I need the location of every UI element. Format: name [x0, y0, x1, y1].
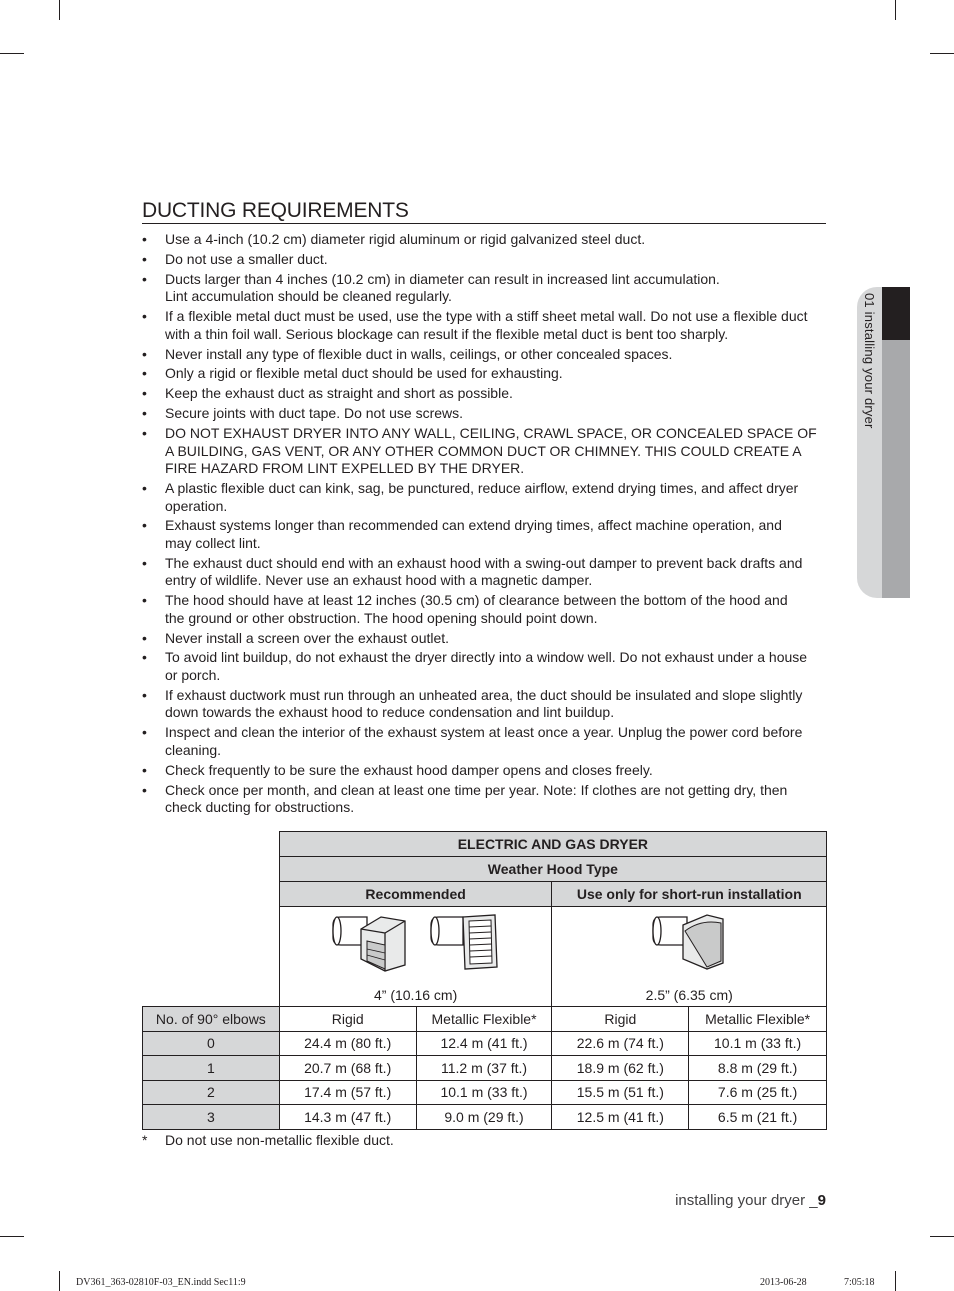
footnote-symbol: * — [142, 1132, 148, 1148]
section-title: DUCTING REQUIREMENTS — [142, 199, 826, 224]
grille-hood-icon — [429, 911, 501, 973]
crop-mark — [895, 1271, 896, 1291]
table-cell: 10.1 m (33 ft.) — [416, 1080, 552, 1105]
crop-mark — [930, 53, 954, 54]
table-cell: 12.5 m (41 ft.) — [552, 1105, 689, 1130]
list-item-line: Lint accumulation should be cleaned regularly. — [165, 288, 452, 305]
list-item-line: Exhaust systems longer than recommended can extend drying times, affect machine operation, and — [165, 517, 782, 534]
table-header-sub: Weather Hood Type — [279, 857, 826, 882]
list-item-line: Inspect and clean the interior of the exhaust system at least once a year. Unplug the power cord before — [165, 724, 803, 741]
table-header-main: ELECTRIC AND GAS DRYER — [279, 832, 826, 857]
list-item — [142, 425, 827, 478]
crop-mark — [0, 53, 24, 54]
list-item-line: Never install any type of flexible duct in walls, ceilings, or other concealed spaces. — [165, 345, 673, 362]
list-item — [142, 346, 827, 364]
list-item-line: with a thin foil wall. Serious blockage can result if the flexible metal duct is bent too sharply. — [165, 325, 729, 342]
chapter-tab-label: 01 installing your dryer — [862, 293, 877, 429]
table-cell: 10.1 m (33 ft.) — [689, 1031, 827, 1056]
table-cell: 7.6 m (25 ft.) — [689, 1080, 827, 1105]
crop-mark — [895, 0, 896, 20]
table-cell: 11.2 m (37 ft.) — [416, 1056, 552, 1081]
slug-file: DV361_363-02810F-03_EN.indd Sec11:9 — [76, 1277, 246, 1288]
list-item-line: Check frequently to be sure the exhaust hood damper opens and closes freely. — [165, 761, 653, 778]
requirements-list — [142, 231, 827, 819]
bullet-dot: • — [142, 629, 147, 646]
bullet-dot: • — [142, 517, 147, 534]
subheader-cell: Rigid — [552, 1007, 689, 1032]
table-cell: 6.5 m (21 ft.) — [689, 1105, 827, 1130]
subheader-cell: Rigid — [279, 1007, 416, 1032]
table-corner — [143, 832, 280, 1007]
bullet-dot: • — [142, 405, 147, 422]
bullet-dot: • — [142, 781, 147, 798]
list-item-line: Only a rigid or flexible metal duct should be used for exhausting. — [165, 365, 563, 382]
list-item — [142, 251, 827, 269]
list-item-line: The exhaust duct should end with an exhaust hood with a swing-out damper to prevent back drafts and — [165, 554, 803, 571]
list-item-line: Secure joints with duct tape. Do not use screws. — [165, 405, 464, 422]
list-item — [142, 724, 827, 759]
list-item-line: A BUILDING, GAS VENT, OR ANY OTHER COMMON DUCT OR CHIMNEY. THIS COULD CREATE A — [165, 442, 802, 459]
table-cell: 18.9 m (62 ft.) — [552, 1056, 689, 1081]
header-short-run: Use only for short-run installation — [552, 882, 827, 907]
bullet-dot: • — [142, 480, 147, 497]
list-item-line: down towards the exhaust hood to reduce condensation and lint buildup. — [165, 704, 615, 721]
table-cell: 8.8 m (29 ft.) — [689, 1056, 827, 1081]
bullet-dot: • — [142, 250, 147, 267]
list-item-line: If a flexible metal duct must be used, use the type with a stiff sheet metal wall. Do not use a flexible duct — [165, 308, 808, 325]
duct-length-table — [142, 831, 827, 1130]
crop-mark — [59, 1271, 60, 1291]
list-item — [142, 555, 827, 590]
bullet-dot: • — [142, 649, 147, 666]
header-recommended: Recommended — [279, 882, 552, 907]
list-item-line: or porch. — [165, 666, 221, 683]
bullet-dot: • — [142, 308, 147, 325]
list-item — [142, 308, 827, 343]
list-item-line: To avoid lint buildup, do not exhaust the dryer directly into a window well. Do not exhaust under a house — [165, 649, 808, 666]
elbows-cell: 3 — [143, 1105, 280, 1130]
table-row — [143, 1080, 827, 1105]
list-item — [142, 480, 827, 515]
list-item — [142, 385, 827, 403]
slug-time: 7:05:18 — [844, 1277, 875, 1288]
subheader-cell: Metallic Flexible* — [689, 1007, 827, 1032]
page-footer — [675, 1192, 826, 1209]
list-item-line: may collect lint. — [165, 534, 261, 551]
elbows-cell: 1 — [143, 1056, 280, 1081]
bullet-dot: • — [142, 231, 147, 247]
list-item — [142, 271, 827, 306]
bullet-dot: • — [142, 365, 147, 382]
list-item-line: FIRE HAZARD FROM LINT EXPELLED BY THE DRYER. — [165, 460, 525, 477]
list-item-line: If exhaust ductwork must run through an unheated area, the duct should be insulated and slope slightly — [165, 686, 803, 703]
table-row — [143, 1056, 827, 1081]
list-item-line: check ducting for obstructions. — [165, 799, 355, 816]
bullet-dot: • — [142, 345, 147, 362]
slug-date: 2013-06-28 — [760, 1277, 807, 1288]
list-item — [142, 405, 827, 423]
short-run-size-label: 2.5” (6.35 cm) — [645, 987, 733, 1003]
list-item — [142, 630, 827, 648]
table-cell: 9.0 m (29 ft.) — [416, 1105, 552, 1130]
list-item — [142, 687, 827, 722]
footnote — [142, 1132, 394, 1148]
bullet-dot: • — [142, 270, 147, 287]
louvered-hood-icon — [331, 911, 407, 973]
bullet-dot: • — [142, 686, 147, 703]
side-tab-marker — [882, 287, 910, 340]
list-item-line: cleaning. — [165, 741, 222, 758]
list-item-line: A plastic flexible duct can kink, sag, be punctured, reduce airflow, extend drying times, and affect dryer — [165, 480, 799, 497]
elbows-cell: 0 — [143, 1031, 280, 1056]
list-item — [142, 517, 827, 552]
bullet-dot: • — [142, 385, 147, 402]
table-cell: 17.4 m (57 ft.) — [279, 1080, 416, 1105]
elbows-column-header: No. of 90° elbows — [143, 1007, 280, 1032]
list-item-line: Use a 4-inch (10.2 cm) diameter rigid aluminum or rigid galvanized steel duct. — [165, 231, 646, 247]
table-cell: 12.4 m (41 ft.) — [416, 1031, 552, 1056]
list-item — [142, 365, 827, 383]
table-cell: 20.7 m (68 ft.) — [279, 1056, 416, 1081]
list-item-line: the ground or other obstruction. The hood opening should point down. — [165, 609, 598, 626]
list-item-line: entry of wildlife. Never use an exhaust hood with a magnetic damper. — [165, 572, 593, 589]
table-row — [143, 1105, 827, 1130]
bullet-dot: • — [142, 724, 147, 741]
list-item-line: Never install a screen over the exhaust outlet. — [165, 629, 450, 646]
list-item — [142, 762, 827, 780]
list-item-line: operation. — [165, 497, 228, 514]
table-row — [143, 1031, 827, 1056]
swing-damper-hood-icon — [651, 911, 727, 973]
recommended-hoods-cell — [279, 907, 552, 1007]
bullet-dot: • — [142, 592, 147, 609]
list-item-line: Do not use a smaller duct. — [165, 250, 328, 267]
table-cell: 15.5 m (51 ft.) — [552, 1080, 689, 1105]
subheader-cell: Metallic Flexible* — [416, 1007, 552, 1032]
table-cell: 22.6 m (74 ft.) — [552, 1031, 689, 1056]
list-item-line: Keep the exhaust duct as straight and short as possible. — [165, 385, 513, 402]
list-item — [142, 592, 827, 627]
crop-mark — [59, 0, 60, 20]
side-tab-band — [882, 340, 910, 598]
list-item — [142, 231, 827, 249]
bullet-dot: • — [142, 761, 147, 778]
footer-label: installing your dryer _ — [675, 1192, 818, 1209]
recommended-size-label: 4” (10.16 cm) — [373, 987, 458, 1003]
bullet-dot: • — [142, 425, 147, 442]
list-item — [142, 649, 827, 684]
bullet-dot: • — [142, 554, 147, 571]
footnote-text: Do not use non-metallic flexible duct. — [165, 1132, 394, 1148]
crop-mark — [0, 1236, 24, 1237]
list-item-line: DO NOT EXHAUST DRYER INTO ANY WALL, CEILING, CRAWL SPACE, OR CONCEALED SPACE OF — [165, 425, 817, 442]
crop-mark — [930, 1236, 954, 1237]
list-item-line: Ducts larger than 4 inches (10.2 cm) in diameter can result in increased lint accumulation. — [165, 270, 720, 287]
page-number: 9 — [817, 1192, 826, 1209]
elbows-cell: 2 — [143, 1080, 280, 1105]
list-item — [142, 782, 827, 817]
table-cell: 24.4 m (80 ft.) — [279, 1031, 416, 1056]
list-item-line: The hood should have at least 12 inches (30.5 cm) of clearance between the bottom of the hood and — [165, 592, 788, 609]
table-cell: 14.3 m (47 ft.) — [279, 1105, 416, 1130]
list-item-line: Check once per month, and clean at least one time per year. Note: If clothes are not getting dry, then — [165, 781, 788, 798]
short-run-hood-cell — [552, 907, 827, 1007]
